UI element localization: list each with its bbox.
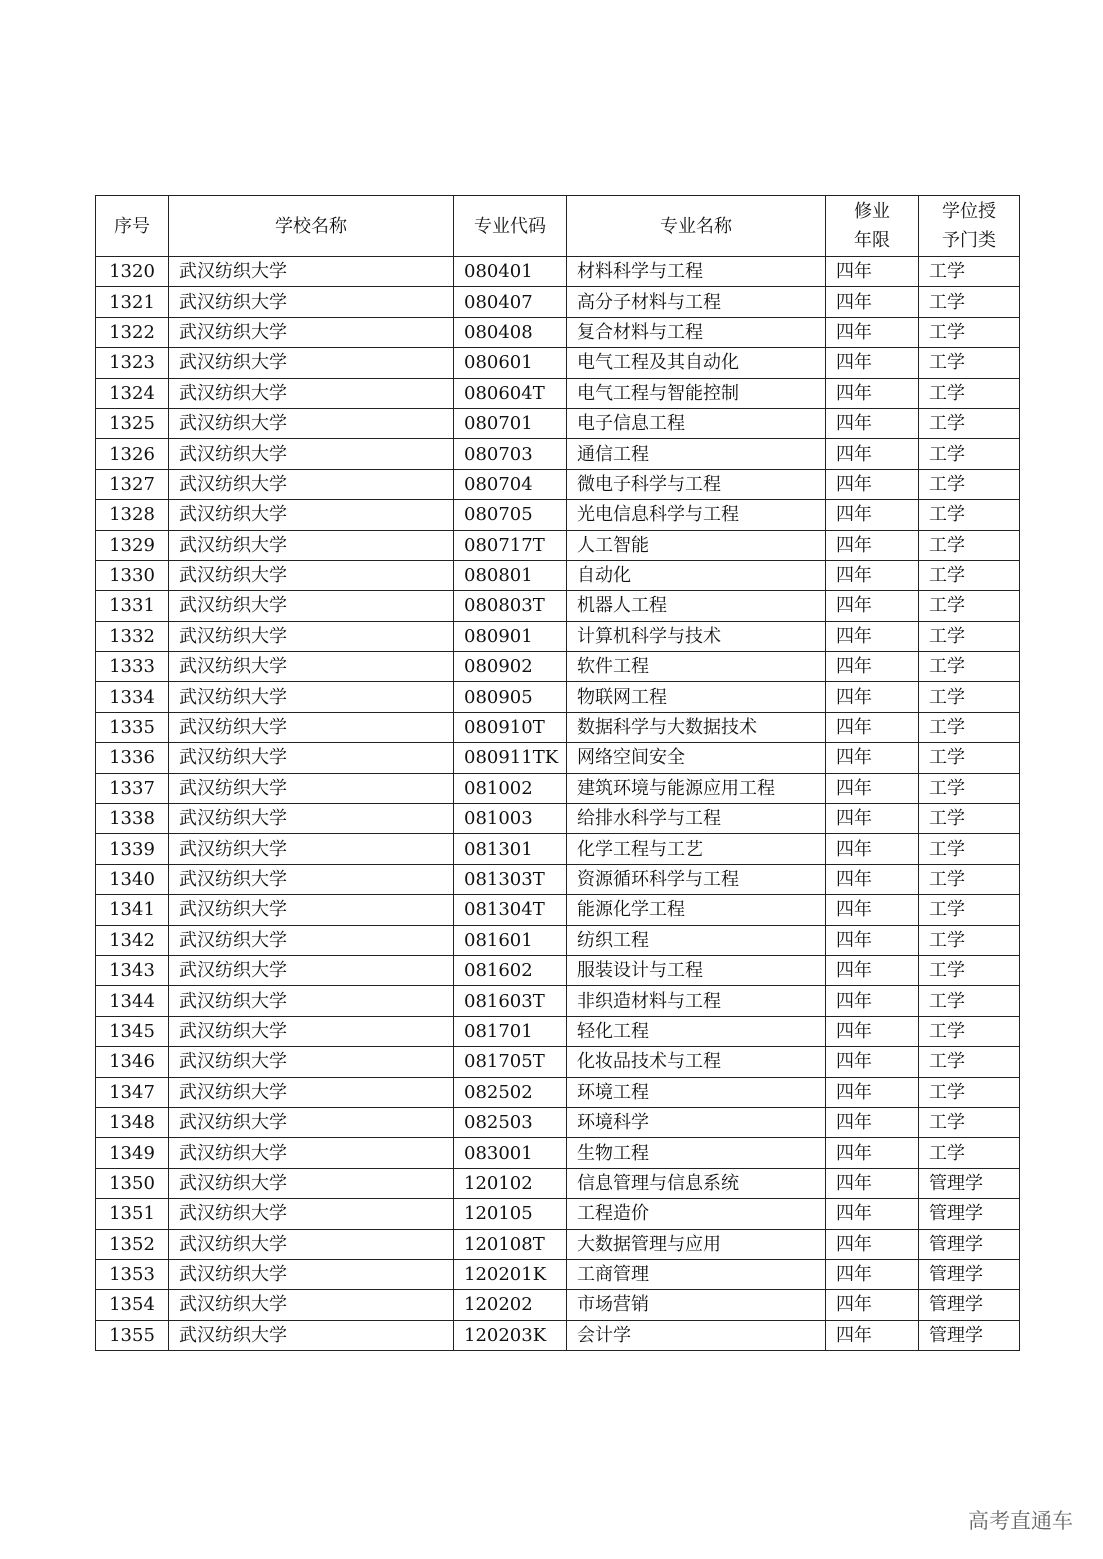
- header-major-code-line: 专业代码: [474, 215, 546, 237]
- cell-school-name: 武汉纺织大学: [169, 469, 454, 499]
- cell-degree-category: 工学: [919, 682, 1020, 712]
- cell-index: 1349: [96, 1138, 169, 1168]
- cell-degree-category: 工学: [919, 500, 1020, 530]
- cell-duration: 四年: [826, 621, 919, 651]
- cell-index: 1341: [96, 895, 169, 925]
- table-row: [96, 712, 1020, 742]
- cell-degree-category: 工学: [919, 257, 1020, 287]
- cell-duration: 四年: [826, 895, 919, 925]
- cell-index: 1350: [96, 1168, 169, 1198]
- cell-major-name: 复合材料与工程: [567, 317, 826, 347]
- cell-school-name: 武汉纺织大学: [169, 1259, 454, 1289]
- cell-index: 1336: [96, 743, 169, 773]
- cell-index: 1345: [96, 1016, 169, 1046]
- table-row: [96, 378, 1020, 408]
- table-row: [96, 773, 1020, 803]
- cell-school-name: 武汉纺织大学: [169, 925, 454, 955]
- cell-major-name: 信息管理与信息系统: [567, 1168, 826, 1198]
- cell-major-code: 080703: [454, 439, 567, 469]
- cell-major-code: 081701: [454, 1016, 567, 1046]
- cell-degree-category: 工学: [919, 773, 1020, 803]
- cell-degree-category: 工学: [919, 895, 1020, 925]
- cell-major-name: 高分子材料与工程: [567, 287, 826, 317]
- cell-school-name: 武汉纺织大学: [169, 1229, 454, 1259]
- cell-major-code: 082502: [454, 1077, 567, 1107]
- cell-degree-category: 工学: [919, 348, 1020, 378]
- cell-duration: 四年: [826, 1016, 919, 1046]
- table-row: [96, 864, 1020, 894]
- cell-school-name: 武汉纺织大学: [169, 591, 454, 621]
- cell-degree-category: 管理学: [919, 1259, 1020, 1289]
- cell-school-name: 武汉纺织大学: [169, 560, 454, 590]
- cell-major-code: 120201K: [454, 1259, 567, 1289]
- cell-major-name: 工程造价: [567, 1199, 826, 1229]
- header-index-line: 序号: [114, 215, 150, 237]
- table-row: [96, 1229, 1020, 1259]
- cell-index: 1327: [96, 469, 169, 499]
- cell-duration: 四年: [826, 1047, 919, 1077]
- cell-index: 1328: [96, 500, 169, 530]
- cell-index: 1335: [96, 712, 169, 742]
- cell-major-name: 生物工程: [567, 1138, 826, 1168]
- cell-major-code: 080407: [454, 287, 567, 317]
- cell-school-name: 武汉纺织大学: [169, 804, 454, 834]
- cell-major-name: 轻化工程: [567, 1016, 826, 1046]
- cell-major-name: 能源化学工程: [567, 895, 826, 925]
- cell-degree-category: 管理学: [919, 1229, 1020, 1259]
- watermark-text: 高考直通车: [968, 1509, 1073, 1533]
- cell-school-name: 武汉纺织大学: [169, 743, 454, 773]
- cell-major-name: 自动化: [567, 560, 826, 590]
- cell-major-name: 通信工程: [567, 439, 826, 469]
- cell-degree-category: 工学: [919, 408, 1020, 438]
- table-row: [96, 348, 1020, 378]
- cell-duration: 四年: [826, 682, 919, 712]
- cell-school-name: 武汉纺织大学: [169, 1077, 454, 1107]
- header-row: [96, 196, 1020, 257]
- cell-major-name: 资源循环科学与工程: [567, 864, 826, 894]
- table-row: [96, 834, 1020, 864]
- cell-school-name: 武汉纺织大学: [169, 500, 454, 530]
- cell-major-name: 光电信息科学与工程: [567, 500, 826, 530]
- header-duration: [826, 196, 919, 257]
- cell-index: 1323: [96, 348, 169, 378]
- cell-degree-category: 工学: [919, 1138, 1020, 1168]
- cell-index: 1347: [96, 1077, 169, 1107]
- cell-school-name: 武汉纺织大学: [169, 378, 454, 408]
- cell-duration: 四年: [826, 469, 919, 499]
- cell-major-code: 081301: [454, 834, 567, 864]
- cell-school-name: 武汉纺织大学: [169, 895, 454, 925]
- cell-school-name: 武汉纺织大学: [169, 1107, 454, 1137]
- cell-duration: 四年: [826, 712, 919, 742]
- cell-major-code: 081601: [454, 925, 567, 955]
- cell-duration: 四年: [826, 1168, 919, 1198]
- cell-major-name: 网络空间安全: [567, 743, 826, 773]
- cell-degree-category: 工学: [919, 469, 1020, 499]
- cell-major-name: 化妆品技术与工程: [567, 1047, 826, 1077]
- cell-school-name: 武汉纺织大学: [169, 257, 454, 287]
- table-body: [96, 257, 1020, 1351]
- cell-index: 1338: [96, 804, 169, 834]
- table-row: [96, 317, 1020, 347]
- cell-major-name: 建筑环境与能源应用工程: [567, 773, 826, 803]
- cell-major-name: 软件工程: [567, 652, 826, 682]
- cell-index: 1353: [96, 1259, 169, 1289]
- header-duration-line: 修业: [854, 201, 890, 222]
- cell-school-name: 武汉纺织大学: [169, 408, 454, 438]
- cell-major-code: 080905: [454, 682, 567, 712]
- table-row: [96, 682, 1020, 712]
- cell-degree-category: 工学: [919, 317, 1020, 347]
- cell-school-name: 武汉纺织大学: [169, 955, 454, 985]
- cell-school-name: 武汉纺织大学: [169, 986, 454, 1016]
- header-index: [96, 196, 169, 257]
- cell-major-name: 服装设计与工程: [567, 955, 826, 985]
- cell-school-name: 武汉纺织大学: [169, 1016, 454, 1046]
- cell-degree-category: 管理学: [919, 1199, 1020, 1229]
- cell-degree-category: 工学: [919, 1016, 1020, 1046]
- table-row: [96, 1290, 1020, 1320]
- cell-index: 1334: [96, 682, 169, 712]
- cell-degree-category: 工学: [919, 804, 1020, 834]
- cell-duration: 四年: [826, 1229, 919, 1259]
- cell-major-name: 环境科学: [567, 1107, 826, 1137]
- cell-school-name: 武汉纺织大学: [169, 864, 454, 894]
- cell-school-name: 武汉纺织大学: [169, 1199, 454, 1229]
- cell-major-code: 082503: [454, 1107, 567, 1137]
- cell-degree-category: 管理学: [919, 1290, 1020, 1320]
- table-row: [96, 560, 1020, 590]
- table-row: [96, 652, 1020, 682]
- header-duration-line: 年限: [854, 230, 890, 251]
- cell-index: 1330: [96, 560, 169, 590]
- cell-major-code: 080401: [454, 257, 567, 287]
- cell-major-code: 081603T: [454, 986, 567, 1016]
- cell-index: 1325: [96, 408, 169, 438]
- cell-index: 1329: [96, 530, 169, 560]
- cell-major-code: 080902: [454, 652, 567, 682]
- cell-degree-category: 工学: [919, 287, 1020, 317]
- cell-degree-category: 工学: [919, 530, 1020, 560]
- cell-duration: 四年: [826, 955, 919, 985]
- header-major-code: [454, 196, 567, 257]
- cell-index: 1320: [96, 257, 169, 287]
- cell-duration: 四年: [826, 591, 919, 621]
- header-school-name: [169, 196, 454, 257]
- cell-index: 1339: [96, 834, 169, 864]
- cell-school-name: 武汉纺织大学: [169, 317, 454, 347]
- cell-major-code: 120105: [454, 1199, 567, 1229]
- cell-school-name: 武汉纺织大学: [169, 621, 454, 651]
- cell-school-name: 武汉纺织大学: [169, 1168, 454, 1198]
- cell-major-code: 083001: [454, 1138, 567, 1168]
- cell-degree-category: 工学: [919, 378, 1020, 408]
- cell-major-code: 120202: [454, 1290, 567, 1320]
- table-row: [96, 1047, 1020, 1077]
- cell-duration: 四年: [826, 439, 919, 469]
- table-row: [96, 1320, 1020, 1350]
- cell-duration: 四年: [826, 287, 919, 317]
- cell-degree-category: 工学: [919, 955, 1020, 985]
- cell-major-name: 物联网工程: [567, 682, 826, 712]
- cell-degree-category: 工学: [919, 439, 1020, 469]
- cell-index: 1326: [96, 439, 169, 469]
- cell-major-code: 080717T: [454, 530, 567, 560]
- cell-duration: 四年: [826, 1290, 919, 1320]
- table-row: [96, 1168, 1020, 1198]
- cell-degree-category: 工学: [919, 743, 1020, 773]
- table-row: [96, 743, 1020, 773]
- cell-major-name: 机器人工程: [567, 591, 826, 621]
- cell-degree-category: 工学: [919, 621, 1020, 651]
- majors-table: [95, 195, 1020, 1351]
- cell-school-name: 武汉纺织大学: [169, 652, 454, 682]
- cell-duration: 四年: [826, 1138, 919, 1168]
- cell-degree-category: 管理学: [919, 1320, 1020, 1350]
- cell-major-name: 非织造材料与工程: [567, 986, 826, 1016]
- cell-major-code: 120108T: [454, 1229, 567, 1259]
- cell-duration: 四年: [826, 743, 919, 773]
- cell-index: 1351: [96, 1199, 169, 1229]
- table-row: [96, 287, 1020, 317]
- cell-major-name: 电气工程与智能控制: [567, 378, 826, 408]
- cell-duration: 四年: [826, 1259, 919, 1289]
- cell-duration: 四年: [826, 348, 919, 378]
- cell-school-name: 武汉纺织大学: [169, 287, 454, 317]
- cell-major-name: 电子信息工程: [567, 408, 826, 438]
- cell-school-name: 武汉纺织大学: [169, 530, 454, 560]
- table-row: [96, 1016, 1020, 1046]
- cell-duration: 四年: [826, 925, 919, 955]
- cell-duration: 四年: [826, 1199, 919, 1229]
- table-row: [96, 500, 1020, 530]
- cell-major-name: 人工智能: [567, 530, 826, 560]
- cell-school-name: 武汉纺织大学: [169, 348, 454, 378]
- cell-major-name: 会计学: [567, 1320, 826, 1350]
- cell-major-code: 080604T: [454, 378, 567, 408]
- cell-index: 1337: [96, 773, 169, 803]
- cell-school-name: 武汉纺织大学: [169, 1047, 454, 1077]
- header-degree-category-line: 予门类: [942, 230, 996, 251]
- cell-index: 1348: [96, 1107, 169, 1137]
- table-row: [96, 621, 1020, 651]
- cell-major-code: 120102: [454, 1168, 567, 1198]
- cell-major-name: 市场营销: [567, 1290, 826, 1320]
- cell-duration: 四年: [826, 652, 919, 682]
- table-row: [96, 408, 1020, 438]
- cell-duration: 四年: [826, 834, 919, 864]
- table-row: [96, 591, 1020, 621]
- cell-major-name: 化学工程与工艺: [567, 834, 826, 864]
- cell-degree-category: 工学: [919, 712, 1020, 742]
- cell-major-name: 数据科学与大数据技术: [567, 712, 826, 742]
- table-row: [96, 955, 1020, 985]
- cell-major-code: 080408: [454, 317, 567, 347]
- header-school-name-line: 学校名称: [275, 215, 347, 237]
- cell-index: 1355: [96, 1320, 169, 1350]
- table-row: [96, 469, 1020, 499]
- cell-major-code: 081705T: [454, 1047, 567, 1077]
- table-row: [96, 925, 1020, 955]
- cell-index: 1342: [96, 925, 169, 955]
- table-row: [96, 804, 1020, 834]
- cell-index: 1346: [96, 1047, 169, 1077]
- cell-duration: 四年: [826, 1107, 919, 1137]
- cell-degree-category: 工学: [919, 591, 1020, 621]
- cell-degree-category: 管理学: [919, 1168, 1020, 1198]
- cell-major-name: 材料科学与工程: [567, 257, 826, 287]
- cell-major-name: 微电子科学与工程: [567, 469, 826, 499]
- table-row: [96, 986, 1020, 1016]
- cell-duration: 四年: [826, 804, 919, 834]
- table-row: [96, 1077, 1020, 1107]
- table-row: [96, 439, 1020, 469]
- cell-major-name: 环境工程: [567, 1077, 826, 1107]
- header-degree-category-line: 学位授: [942, 201, 996, 222]
- cell-index: 1344: [96, 986, 169, 1016]
- cell-index: 1352: [96, 1229, 169, 1259]
- cell-duration: 四年: [826, 500, 919, 530]
- cell-duration: 四年: [826, 864, 919, 894]
- cell-school-name: 武汉纺织大学: [169, 682, 454, 712]
- header-major-name-line: 专业名称: [660, 215, 732, 237]
- cell-index: 1332: [96, 621, 169, 651]
- cell-major-name: 计算机科学与技术: [567, 621, 826, 651]
- cell-school-name: 武汉纺织大学: [169, 834, 454, 864]
- cell-index: 1321: [96, 287, 169, 317]
- cell-duration: 四年: [826, 408, 919, 438]
- cell-degree-category: 工学: [919, 560, 1020, 590]
- cell-index: 1333: [96, 652, 169, 682]
- cell-major-name: 工商管理: [567, 1259, 826, 1289]
- header-degree-category: [919, 196, 1020, 257]
- cell-duration: 四年: [826, 986, 919, 1016]
- table-row: [96, 1199, 1020, 1229]
- cell-major-name: 大数据管理与应用: [567, 1229, 826, 1259]
- cell-degree-category: 工学: [919, 1047, 1020, 1077]
- table-row: [96, 1107, 1020, 1137]
- cell-major-code: 081303T: [454, 864, 567, 894]
- cell-duration: 四年: [826, 530, 919, 560]
- cell-major-code: 081003: [454, 804, 567, 834]
- table-row: [96, 1138, 1020, 1168]
- table-row: [96, 257, 1020, 287]
- cell-major-code: 080601: [454, 348, 567, 378]
- cell-degree-category: 工学: [919, 864, 1020, 894]
- cell-degree-category: 工学: [919, 925, 1020, 955]
- cell-major-code: 120203K: [454, 1320, 567, 1350]
- cell-school-name: 武汉纺织大学: [169, 712, 454, 742]
- cell-index: 1343: [96, 955, 169, 985]
- cell-index: 1340: [96, 864, 169, 894]
- cell-index: 1322: [96, 317, 169, 347]
- cell-major-code: 080701: [454, 408, 567, 438]
- cell-major-code: 081002: [454, 773, 567, 803]
- cell-duration: 四年: [826, 1077, 919, 1107]
- cell-major-code: 080901: [454, 621, 567, 651]
- cell-major-code: 081304T: [454, 895, 567, 925]
- cell-major-name: 纺织工程: [567, 925, 826, 955]
- cell-degree-category: 工学: [919, 834, 1020, 864]
- cell-degree-category: 工学: [919, 1107, 1020, 1137]
- cell-degree-category: 工学: [919, 986, 1020, 1016]
- table-row: [96, 1259, 1020, 1289]
- cell-index: 1324: [96, 378, 169, 408]
- cell-duration: 四年: [826, 773, 919, 803]
- cell-degree-category: 工学: [919, 1077, 1020, 1107]
- cell-major-code: 080705: [454, 500, 567, 530]
- cell-school-name: 武汉纺织大学: [169, 1320, 454, 1350]
- cell-major-code: 080704: [454, 469, 567, 499]
- table-row: [96, 895, 1020, 925]
- cell-duration: 四年: [826, 378, 919, 408]
- table-header: [96, 196, 1020, 257]
- cell-school-name: 武汉纺织大学: [169, 1290, 454, 1320]
- cell-major-code: 080803T: [454, 591, 567, 621]
- cell-major-code: 080911TK: [454, 743, 567, 773]
- cell-duration: 四年: [826, 257, 919, 287]
- cell-school-name: 武汉纺织大学: [169, 439, 454, 469]
- cell-school-name: 武汉纺织大学: [169, 1138, 454, 1168]
- cell-degree-category: 工学: [919, 652, 1020, 682]
- cell-major-name: 给排水科学与工程: [567, 804, 826, 834]
- cell-major-name: 电气工程及其自动化: [567, 348, 826, 378]
- cell-duration: 四年: [826, 317, 919, 347]
- cell-duration: 四年: [826, 1320, 919, 1350]
- table-row: [96, 530, 1020, 560]
- cell-school-name: 武汉纺织大学: [169, 773, 454, 803]
- cell-duration: 四年: [826, 560, 919, 590]
- cell-index: 1331: [96, 591, 169, 621]
- cell-major-code: 080801: [454, 560, 567, 590]
- cell-major-code: 081602: [454, 955, 567, 985]
- header-major-name: [567, 196, 826, 257]
- cell-index: 1354: [96, 1290, 169, 1320]
- cell-major-code: 080910T: [454, 712, 567, 742]
